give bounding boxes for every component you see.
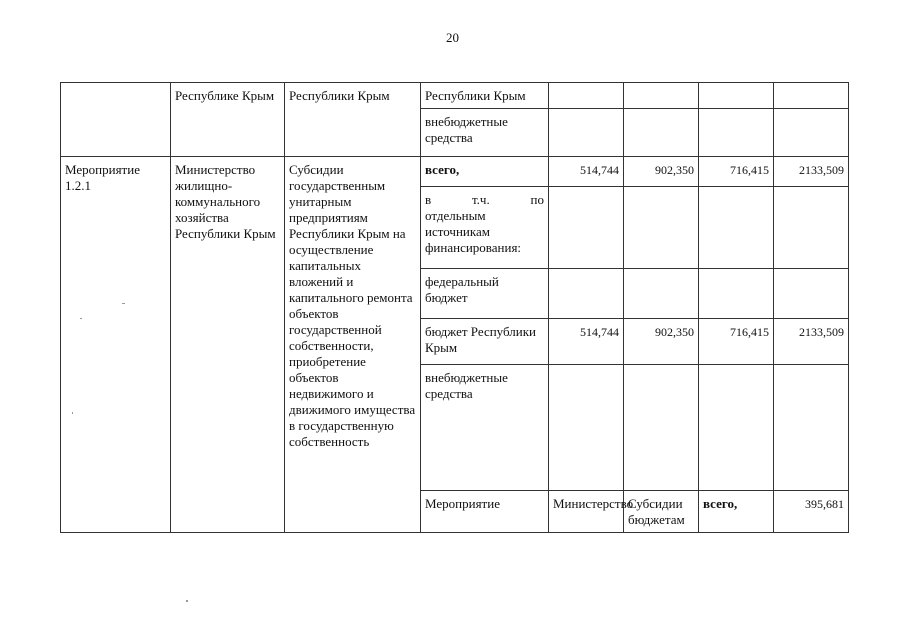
measure-name-cell <box>61 83 171 157</box>
scan-artifact <box>186 600 188 602</box>
value-cell <box>774 365 849 491</box>
table-row <box>61 83 849 109</box>
value-cell: 514,744 <box>549 157 624 187</box>
funding-source-cell: Республики Крым <box>421 83 549 109</box>
value-cell <box>624 83 699 109</box>
executor-cell: Министерство <box>549 491 624 533</box>
budget-table <box>60 82 849 533</box>
total-label: всего, <box>421 157 549 187</box>
value-cell <box>774 109 849 157</box>
value-cell <box>699 83 774 109</box>
value-cell <box>699 109 774 157</box>
value-cell <box>774 83 849 109</box>
funding-source-cell: бюджет Республики Крым <box>421 319 549 365</box>
total-label: всего, <box>699 491 774 533</box>
including-label-line: в т.ч. по <box>425 192 544 207</box>
value-cell <box>624 187 699 269</box>
page-number: 20 <box>446 30 459 45</box>
measure-name-cell: Мероприятие <box>421 491 549 533</box>
value-cell <box>549 109 624 157</box>
value-cell <box>549 365 624 491</box>
value-cell: 902,350 <box>624 157 699 187</box>
value-cell <box>699 365 774 491</box>
value-cell: 716,415 <box>699 319 774 365</box>
value-cell <box>624 365 699 491</box>
value-cell <box>549 83 624 109</box>
description-cell: Республики Крым <box>285 83 421 157</box>
value-cell <box>549 187 624 269</box>
executor-cell: Министерство жилищно-коммунального хозяйства Республики Крым <box>171 157 285 533</box>
value-cell: 716,415 <box>699 157 774 187</box>
value-cell: 514,744 <box>549 319 624 365</box>
value-cell: 2133,509 <box>774 319 849 365</box>
executor-cell: Республике Крым <box>171 83 285 157</box>
including-label-rest: отдельным источникам финансирования: <box>425 208 522 255</box>
funding-source-cell: федеральный бюджет <box>421 269 549 319</box>
value-cell <box>624 269 699 319</box>
value-cell: 2133,509 <box>774 157 849 187</box>
value-cell <box>774 269 849 319</box>
value-cell: 902,350 <box>624 319 699 365</box>
scan-artifact <box>80 318 82 319</box>
funding-source-cell: внебюджетные средства <box>421 109 549 157</box>
scan-artifact <box>122 303 125 304</box>
scan-artifact <box>72 412 73 414</box>
value-cell <box>699 269 774 319</box>
description-cell: Субсидии бюджетам <box>624 491 699 533</box>
description-cell: Субсидии государственным унитарным предприятиям Республики Крым на осуществление капитальных вложений и капитального ремонта объектов государственной собственности, приобретение объектов недвижимого и движимого имущества в государственную собственность <box>285 157 421 533</box>
value-cell <box>549 269 624 319</box>
value-cell: 395,681 <box>774 491 849 533</box>
value-cell <box>699 187 774 269</box>
value-cell <box>624 109 699 157</box>
funding-source-cell <box>421 187 549 269</box>
table-row <box>61 157 849 187</box>
measure-name-cell: Мероприятие 1.2.1 <box>61 157 171 533</box>
funding-source-cell: внебюджетные средства <box>421 365 549 491</box>
value-cell <box>774 187 849 269</box>
